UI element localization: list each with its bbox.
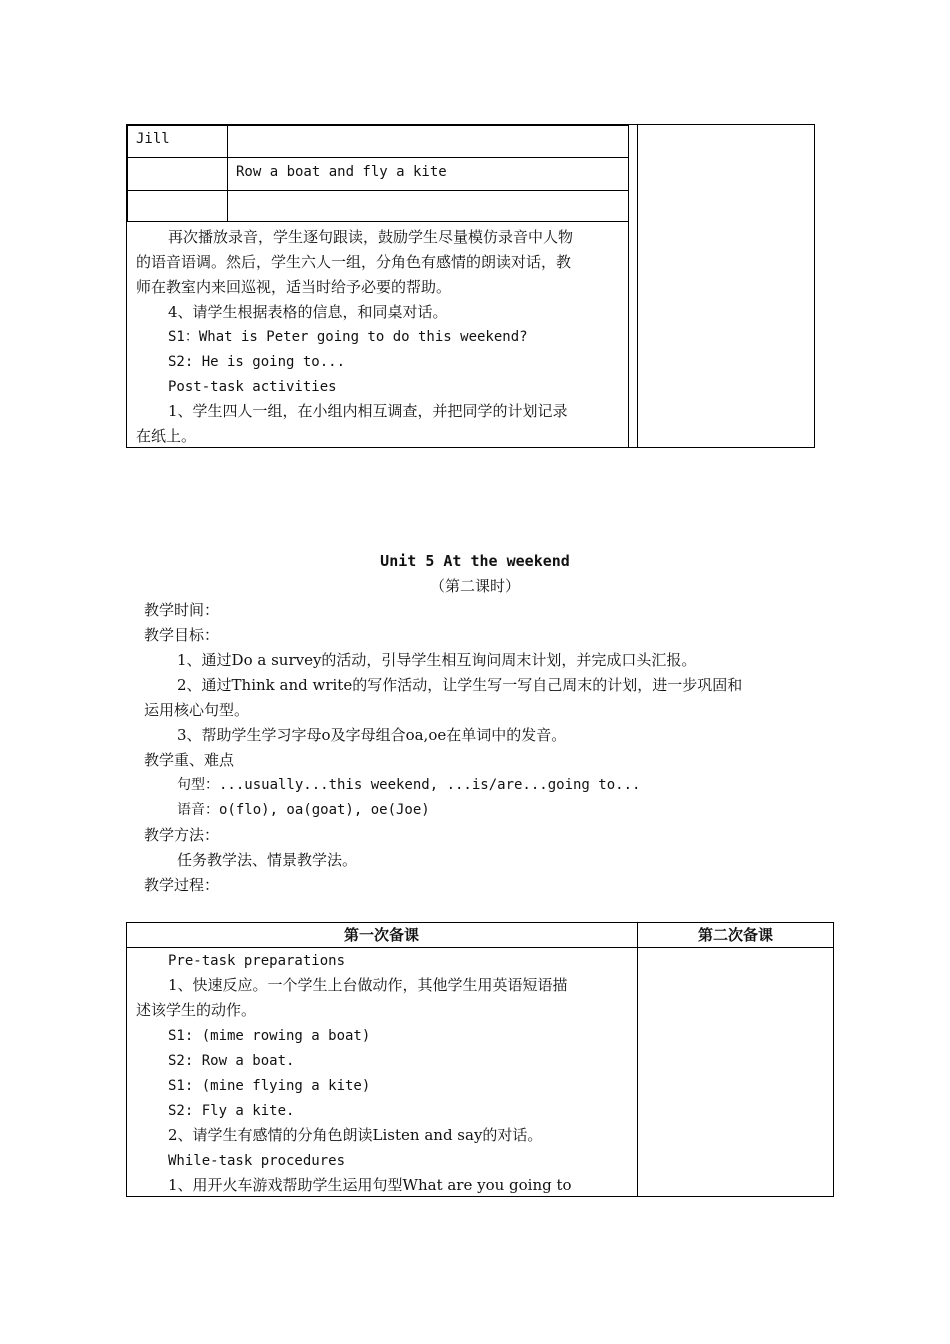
table-line: 2、请学生有感情的分角色朗读Listen and say的对话。 [168,1126,543,1144]
lesson-line: 教学目标： [144,626,220,644]
table-column-divider [637,922,638,1197]
lesson-line: 任务教学法、情景教学法。 [177,851,358,869]
table-line: S1: (mine flying a kite) [168,1078,371,1094]
lesson-line: 教学方法： [144,826,220,844]
inner-column-line [227,125,228,222]
top-paragraph-line: Post-task activities [168,379,337,395]
table-line: Pre-task preparations [168,953,346,969]
inner-row-line [127,157,629,158]
top-paragraph-line: 再次播放录音，学生逐句跟读，鼓励学生尽量模仿录音中人物 [168,228,574,246]
lesson-line: 3、帮助学生学习字母o及字母组合oa,oe在单词中的发音。 [177,726,567,744]
table-header-line [126,947,834,948]
table-line: S1: (mime rowing a boat) [168,1028,371,1044]
lesson-line: 2、通过Think and write的写作活动，让学生写一写自己周末的计划，进一步巩固和 [177,676,743,694]
inner-row-line [127,190,629,191]
table-line: 1、快速反应。一个学生上台做动作，其他学生用英语短语描 [168,976,568,994]
top-paragraph-line: S1：What is Peter going to do this weekend? [168,329,528,345]
table-line: S2: Row a boat. [168,1053,295,1069]
header-second-prep: 第二次备课 [697,926,773,944]
top-paragraph-line: 在纸上。 [136,427,197,445]
lesson-line: 1、通过Do a survey的活动，引导学生相互询问周末计划，并完成口头汇报。 [177,651,697,669]
table-line: 1、用开火车游戏帮助学生运用句型What are you going to [168,1176,572,1194]
header-first-prep: 第一次备课 [343,926,419,944]
lesson-subtitle: （第二课时） [429,577,520,595]
top-paragraph-line: 1、学生四人一组，在小组内相互调查，并把同学的计划记录 [168,402,568,420]
lesson-line: 教学时间： [144,601,220,619]
top-paragraph-line: S2: He is going to... [168,354,346,370]
lesson-title: Unit 5 At the weekend [380,552,570,570]
top-paragraph-line: 4、请学生根据表格的信息，和同桌对话。 [168,303,448,321]
table-line: While-task procedures [168,1153,346,1169]
table-line: 述该学生的动作。 [136,1001,257,1019]
lesson-line: 句型：...usually...this weekend, ...is/are...going to... [177,777,641,793]
lesson-line: 运用核心句型。 [144,701,250,719]
lesson-line: 语音：o(flo), oa(goat), oe(Joe) [177,802,430,818]
table-line: S2: Fly a kite. [168,1103,295,1119]
top-table-divider [637,124,638,448]
top-paragraph-line: 师在教室内来回巡视，适当时给予必要的帮助。 [136,278,452,296]
table-bottom-line [126,1196,834,1197]
top-paragraph-line: 的语音语调。然后，学生六人一组，分角色有感情的朗读对话，教 [136,253,572,271]
inner-cell-activity: Row a boat and fly a kite [236,164,447,180]
lesson-line: 教学过程： [144,876,220,894]
inner-cell-name: Jill [136,131,170,147]
lesson-line: 教学重、难点 [144,751,235,769]
